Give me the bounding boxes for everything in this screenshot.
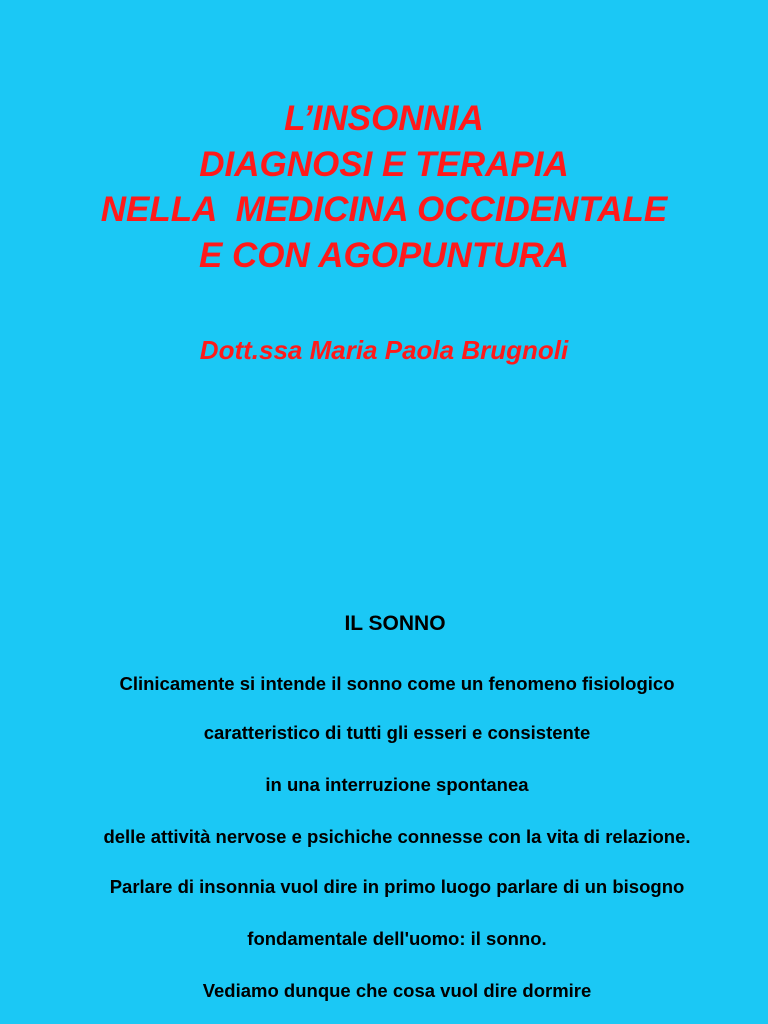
title-line-1: L’INSONNIA — [284, 99, 484, 138]
body-line-3: in una interruzione spontanea — [265, 774, 529, 795]
body-line-6: fondamentale dell'uomo: il sonno. — [247, 928, 547, 949]
section-heading: IL SONNO — [344, 612, 446, 635]
title-line-2: DIAGNOSI E TERAPIA — [199, 144, 569, 184]
title-line-4: E CON AGOPUNTURA — [198, 235, 570, 275]
body-line-5: Parlare di insonnia vuol dire in primo luogo parlare di un bisogno — [109, 876, 685, 897]
title-block — [0, 96, 768, 278]
author-name: Dott.ssa Maria Paola Brugnoli — [199, 335, 569, 365]
body-line-7: Vediamo dunque che cosa vuol dire dormire — [202, 980, 592, 1001]
title-line-3: NELLA MEDICINA OCCIDENTALE — [100, 190, 668, 229]
body-line-2: caratteristico di tutti gli esseri e consistente — [203, 722, 591, 743]
body-line-4: delle attività nervose e psichiche connesse con la vita di relazione. — [103, 826, 691, 847]
body-line-1: Clinicamente si intende il sonno come un fenomeno fisiologico — [119, 673, 675, 694]
